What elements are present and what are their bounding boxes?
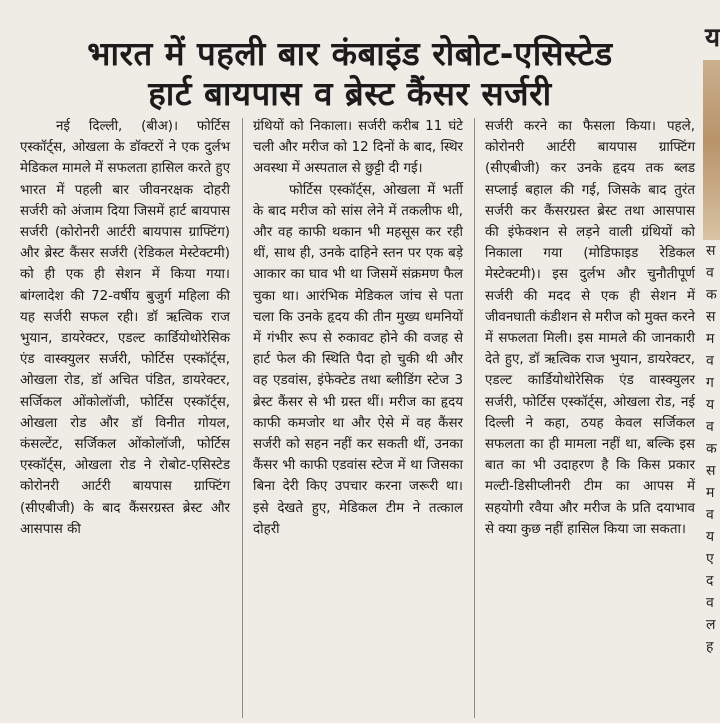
adjacent-text-glyph: ल — [706, 617, 716, 633]
adjacent-text-glyph: ए — [706, 551, 714, 567]
adjacent-text-glyph: क — [706, 287, 717, 303]
adjacent-text-glyph: ह — [706, 639, 714, 655]
column-divider-2 — [474, 118, 475, 718]
adjacent-text-glyph: व — [706, 507, 714, 523]
headline-line-2: हार्ट बायपास व ब्रेस्ट कैंसर सर्जरी — [148, 74, 552, 114]
headline-line-1: भारत में पहली बार कंबाइंड रोबोट-एसिस्टेड — [87, 34, 613, 74]
adjacent-headline-fragment: य — [705, 23, 720, 53]
article-column-2 — [253, 116, 463, 540]
column-2-paragraph-1: ग्रंथियों को निकाला। सर्जरी करीब 11 घंटे चली और मरीज को 12 दिनों के बाद, स्थिर अवस्था में अस्पताल से छुट्टी दी गई। — [253, 119, 463, 177]
article-headline — [0, 34, 700, 114]
adjacent-text-glyph: स — [706, 309, 716, 325]
adjacent-text-glyph: य — [706, 397, 715, 413]
column-1-paragraph-1: नई दिल्ली, (बीअ)। फोर्टिस एस्कॉर्ट्स, ओखला के डॉक्टरों ने एक दुर्लभ मेडिकल मामले में सफलता हासिल करते हुए भारत में पहली बार जीवनरक्षक दोहरी सर्जरी को अंजाम दिया जिसमें हार्ट बायपास सर्जरी (कोरोनरी आर्टरी बायपास ग्राफ्टिंग) और ब्रेस्ट कैंसर सर्जरी (रेडिकल मेस्टेक्टमी) को ही एक ही सेशन में किया गया। बांग्लादेश की 72-वर्षीय बुजुर्ग महिला की यह सर्जरी सफल रही। डॉ ऋत्विक राज भुयान, डायरेक्टर, एडल्ट कार्डियोथोरेसिक एंड वास्क्युलर सर्जरी, फोर्टिस एस्कॉर्ट्स, ओखला रोड, डॉ अचित पंडित, डायरेक्टर, सर्जिकल ओंकोलॉजी, फोर्टिस एस्कॉर्ट्स, ओखला रोड और डॉ विनीत गोयल, कंसल्टेंट, सर्जिकल ओंकोलॉजी, फोर्टिस एस्कॉर्ट्स, ओखला रोड ने रोबोट-एसिस्टेड कोरोनरी आर्टरी बायपास ग्राफ्टिंग (सीएबीजी) के बाद कैंसरग्रस्त ब्रेस्ट और आसपास की — [20, 119, 230, 537]
adjacent-text-glyph: य — [706, 529, 715, 545]
adjacent-text-glyph: म — [706, 331, 715, 347]
column-divider-1 — [242, 118, 243, 718]
adjacent-text-glyph: क — [706, 441, 717, 457]
adjacent-text-glyph: स — [706, 463, 716, 479]
adjacent-text-glyph: स — [706, 243, 716, 259]
adjacent-text-glyph: व — [706, 419, 714, 435]
adjacent-text-glyph: व — [706, 265, 714, 281]
article-column-1 — [20, 116, 230, 540]
adjacent-text-glyph: व — [706, 353, 714, 369]
adjacent-text-glyph: द — [706, 573, 714, 589]
column-3-paragraph-1: सर्जरी करने का फैसला किया। पहले, कोरोनरी आर्टरी बायपास ग्राफ्टिंग (सीएबीजी) कर उनके हृदय तक ब्लड सप्लाई बहाल की गई, जिसके बाद तुरंत सर्जरी कर कैंसरग्रस्त ब्रेस्ट तथा आसपास की इंफेक्शन से लड़ने वाली ग्रंथियों को निकाला गया (मोडिफाइड रेडिकल मेस्टेक्टमी)। इस दुर्लभ और चुनौतीपूर्ण सर्जरी की मदद से एक ही सेशन में जीवनघाती कंडीशन से मरीज को मुक्त करने में सफलता मिली। इस मामले की जानकारी देते हुए, डॉ ऋत्विक राज भुयान, डायरेक्टर, एडल्ट कार्डियोथोरेसिक एंड वास्क्युलर सर्जरी, फोर्टिस एस्कॉर्ट्स, ओखला रोड, नई दिल्ली ने कहा, ठयह केवल सर्जिकल सफलता का ही मामला नहीं था, बल्कि इस बात का भी उदाहरण है कि किस प्रकार मल्टी-डिसीप्लीनरी टीम का आपस में सहयोगी रवैया और मरीज के प्रति दयाभाव से क्या कुछ नहीं हासिल किया जा सकता। — [485, 119, 695, 537]
adjacent-text-glyph: व — [706, 595, 714, 611]
adjacent-text-glyph: म — [706, 485, 715, 501]
adjacent-article-strip — [703, 0, 720, 723]
adjacent-photo — [703, 60, 720, 240]
adjacent-text-glyph: ग — [706, 375, 714, 391]
column-2-paragraph-2: फोर्टिस एस्कॉर्ट्स, ओखला में भर्ती के बाद मरीज को सांस लेने में तकलीफ थी, और वह काफी थकान भी महसूस कर रही थीं, साथ ही, उनके दाहिने स्तन पर एक बड़े आकार का घाव भी था जिसमें संक्रमण फैल चुका था। आरंभिक मेडिकल जांच से पता चला कि उनके हृदय की तीन मुख्य धमनियों में गंभीर रूप से रुकावट होने की वजह से हार्ट फेल की स्थिति पैदा हो चुकी थी और वह एडवांस, इंफेक्टेड तथा ब्लीडिंग स्टेज 3 ब्रेस्ट कैंसर से भी ग्रस्त थीं। मरीज का हृदय काफी कमजोर था और ऐसे में वह कैंसर सर्जरी को सहन नहीं कर सकती थीं, उनका कैंसर भी काफी एडवांस स्टेज में था जिसका बिना देरी किए उपचार करना जरूरी था। इसे देखते हुए, मेडिकल टीम ने तत्काल दोहरी — [253, 182, 463, 537]
article-column-3 — [485, 116, 695, 540]
